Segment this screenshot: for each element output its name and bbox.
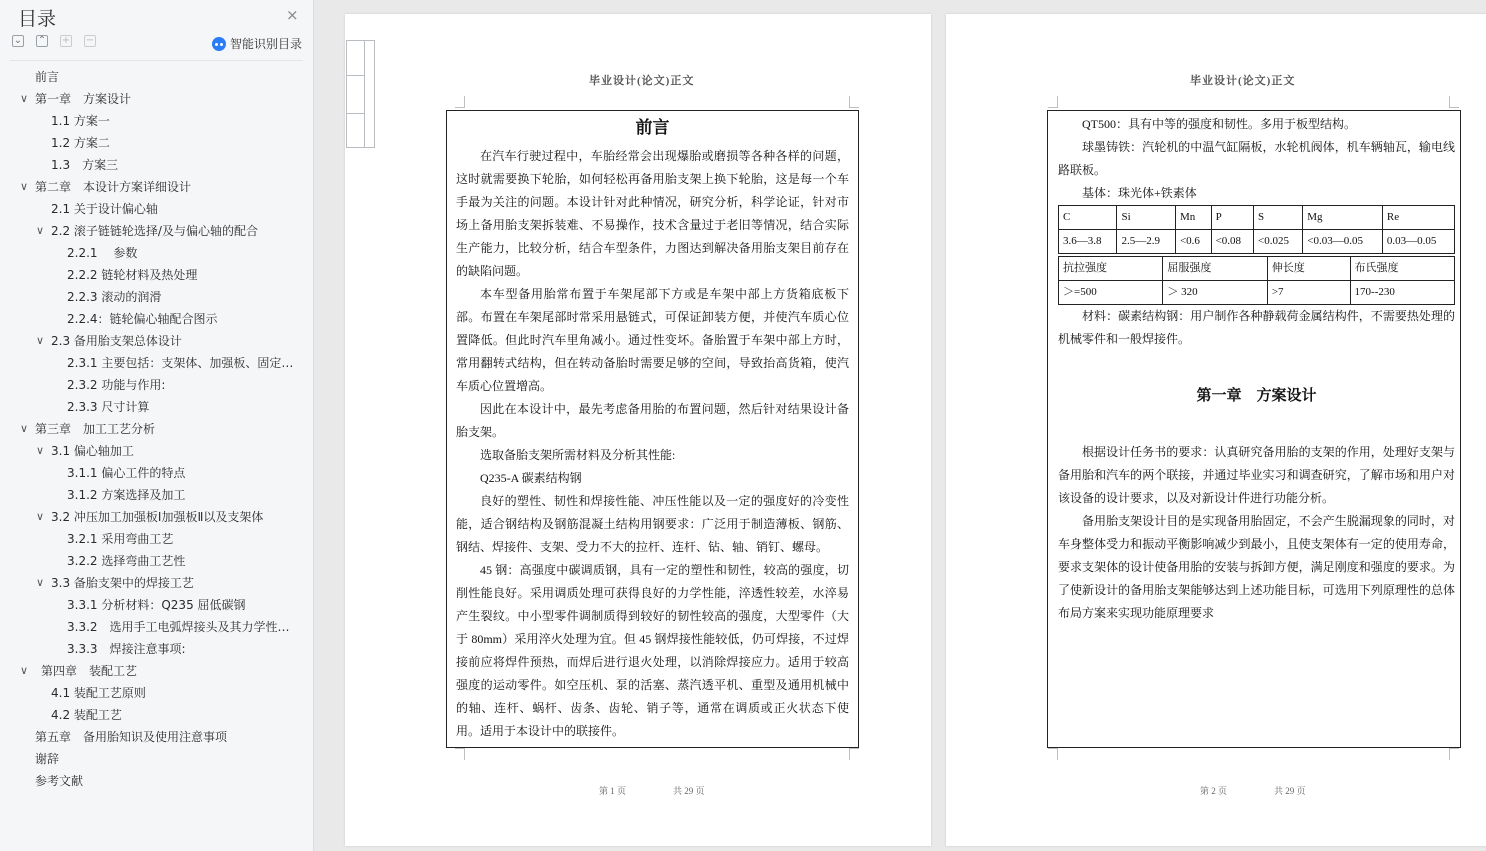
toc-item[interactable] [0, 770, 306, 792]
collapse-all-icon[interactable]: ⌄ [13, 35, 23, 46]
toc-item-label: 2.3.1 主要包括：支架体、加强板、固定… [67, 356, 294, 370]
chevron-down-icon[interactable]: ∨ [35, 510, 45, 523]
toc-item-label: 前言 [35, 70, 60, 84]
toc-item-label: 第四章 装配工艺 [41, 664, 138, 678]
toc-item[interactable] [0, 462, 306, 484]
toc-item[interactable] [0, 704, 306, 726]
toc-item-label: 3.3.1 分析材料：Q235 屈低碳钢 [67, 598, 246, 612]
material-paragraph: 材料：碳素结构钢：用户制作各种静载荷金属结构件，不需要热处理的机械零件和一般焊接件。 [1058, 309, 1455, 346]
toc-item[interactable] [0, 638, 306, 660]
close-icon[interactable]: × [286, 6, 299, 24]
chapter-title: 第一章 方案设计 [1196, 388, 1317, 404]
body-paragraph: Q235-A 碳素结构钢 [480, 471, 582, 485]
toc-item-label: 第三章 加工工艺分析 [35, 422, 156, 436]
toc-item-label: 2.2 滚子链链轮选择/及与偏心轴的配合 [51, 224, 258, 238]
toc-item[interactable] [0, 506, 306, 528]
page-number: 第 1 页 [599, 786, 627, 796]
toc-item-label: 2.3.2 功能与作用: [67, 378, 166, 392]
table-cell: 3.6—3.8 [1059, 230, 1117, 254]
chevron-down-icon[interactable]: ∨ [35, 444, 45, 457]
toc-item-label: 1.3 方案三 [51, 158, 119, 172]
document-page-2 [946, 14, 1486, 846]
toc-item-label: 3.3.3 焊接注意事项: [67, 642, 186, 656]
smart-toc-label: 智能识别目录 [230, 37, 303, 51]
table-cell: P [1211, 206, 1253, 230]
table-cell: 布氏强度 [1350, 257, 1454, 281]
toc-item[interactable] [0, 176, 306, 198]
table-cell: 屈服强度 [1163, 257, 1267, 281]
toc-item-label: 2.1 关于设计偏心轴 [51, 202, 158, 216]
body-paragraph: 在汽车行驶过程中，车胎经常会出现爆胎或磨损等各种各样的问题，这时就需要换下轮胎，如何轻松再备用胎支架上换下轮胎，这是每一个车手最为关注的问题。本设计针对此种情况，研究分析，科学论证，针对市场上备用胎支架拆装难、不易操作，技术含量过于老旧等情况，结合实际生产能力，比较分析，结合车型条件，力图达到解决备用胎支架目前存在的缺陷问题。 [456, 149, 849, 278]
chevron-down-icon[interactable]: ∨ [19, 92, 29, 105]
table-cell: S [1254, 206, 1303, 230]
toc-item[interactable] [0, 418, 306, 440]
smart-toc-button[interactable] [212, 35, 302, 52]
body-paragraph: 球墨铸铁：汽轮机的中温气缸隔板，水轮机阀体，机车辆轴瓦，输电线路联板。 [1058, 140, 1455, 177]
toc-item[interactable] [0, 352, 306, 374]
toc-item[interactable] [0, 660, 306, 682]
toc-item-label: 3.2.1 采用弯曲工艺 [67, 532, 174, 546]
toc-item-label: 3.1.1 偏心工件的特点 [67, 466, 186, 480]
toc-sidebar [0, 0, 314, 851]
body-paragraph: 良好的塑性、韧性和焊接性能、冲压性能以及一定的强度好的冷变性能，适合钢结构及钢筋混凝土结构用钢要求：广泛用于制造薄板、钢筋、钢结、焊接件、支架、受力不大的拉杆、连杆、钻、轴、销钉、螺母。 [456, 494, 849, 554]
table-cell: <0.03—0.05 [1303, 230, 1383, 254]
toc-item-label: 3.1 偏心轴加工 [51, 444, 134, 458]
toc-item[interactable] [0, 154, 306, 176]
crop-mark [1449, 96, 1459, 108]
toc-item-label: 第一章 方案设计 [35, 92, 132, 106]
table-cell: 0.03—0.05 [1382, 230, 1454, 254]
toc-item[interactable] [0, 198, 306, 220]
toc-item[interactable] [0, 682, 306, 704]
toc-item[interactable] [0, 242, 306, 264]
body-paragraph: 本车型备用胎常布置于车架尾部下方或是车架中部上方货箱底板下部。布置在车架尾部时常采用悬链式，可保证卸装方便，并使汽车质心位置降低。但此时汽车里角减小。通过性变坏。备胎置于车架中部上方时，常用翻转式结构，但在转动备胎时需要足够的空间，导致抬高货箱，使汽车质心位置增高。 [456, 287, 849, 393]
toc-item[interactable] [0, 132, 306, 154]
body-paragraph: 基体：珠光体+铁素体 [1082, 186, 1197, 200]
table-cell: Mn [1175, 206, 1211, 230]
toc-item[interactable] [0, 440, 306, 462]
toc-item-label: 2.2.3 滚动的润滑 [67, 290, 162, 304]
table-cell: 2.5—2.9 [1117, 230, 1175, 254]
toc-item-label: 1.2 方案二 [51, 136, 110, 150]
toc-item-label: 3.1.2 方案选择及加工 [67, 488, 186, 502]
crop-mark [849, 96, 859, 108]
page-body [1058, 113, 1455, 625]
toc-item-label: 3.3.2 选用手工电弧焊接头及其力学性… [67, 620, 290, 634]
table-cell: Si [1117, 206, 1175, 230]
chevron-down-icon[interactable]: ∨ [19, 180, 29, 193]
crop-mark [849, 748, 859, 760]
crop-mark [1449, 748, 1459, 760]
crop-mark [1048, 96, 1058, 108]
body-paragraph: 根据设计任务书的要求：认真研究备用胎的支架的作用，处理好支架与备用胎和汽车的两个联接，并通过毕业实习和调查研究，了解市场和用户对该设备的设计要求，以及对新设计件进行功能分析。 [1058, 445, 1455, 505]
page-header: 毕业设计(论文)正文 [589, 75, 695, 87]
table-cell: Mg [1303, 206, 1383, 230]
table-cell: >7 [1267, 281, 1350, 305]
toc-item[interactable] [0, 594, 306, 616]
table-cell: ＞=500 [1059, 281, 1163, 305]
body-paragraph: 备用胎支架设计目的是实现备用胎固定，不会产生脱漏现象的同时，对车身整体受力和振动平衡影响减少到最小，且使支架体有一定的使用寿命，要求支架体的设计使备用胎的安装与拆卸方便，满足刚度和强度的要求。为了使新设计的备用胎支架能够达到上述功能目标，可选用下列原理性的总体布局方案来实现功能原理要求 [1058, 514, 1455, 620]
crop-mark [1048, 748, 1058, 760]
body-paragraph: 45 钢：高强度中碳调质钢，具有一定的塑性和韧性，较高的强度，切削性能良好。采用调质处理可获得良好的力学性能，淬透性较差，水淬易产生裂纹。中小型零件调制质得到较好的韧性较高的强度，大型零件（大于 80mm）采用淬火处理为宜。但 45 钢焊接性能较低，仍可焊接，不过焊接前应将焊件预热，而焊后进行退火处理，以消除焊接应力。适用于较高强度的运动零件。如空压机、泵的活塞、蒸汽透平机、重型及通用机械中的轴、连杆、蜗杆、齿条、齿轮、销子等，通常在调质或正火状态下使用。适用于本设计中的联接件。 [456, 563, 849, 738]
toc-item-label: 4.2 装配工艺 [51, 708, 122, 722]
toc-item[interactable] [0, 330, 306, 352]
add-heading-icon[interactable]: + [61, 35, 71, 46]
composition-table [1058, 205, 1455, 254]
toc-item-label: 2.2.4：链轮偏心轴配合图示 [67, 312, 218, 326]
divider [10, 60, 303, 61]
toc-item-label: 3.2.2 选择弯曲工艺性 [67, 554, 186, 568]
toc-item-label: 参考文献 [35, 774, 84, 788]
toc-item-label: 谢辞 [35, 752, 60, 766]
toc-item[interactable] [0, 396, 306, 418]
toc-item[interactable] [0, 616, 306, 638]
toc-item[interactable] [0, 66, 306, 88]
page-body [456, 111, 849, 743]
body-paragraph: QT500：具有中等的强度和韧性。多用于板型结构。 [1082, 117, 1356, 131]
table-cell: 170--230 [1350, 281, 1454, 305]
ai-icon [212, 37, 226, 51]
table-cell: <0.08 [1211, 230, 1253, 254]
table-cell: Re [1382, 206, 1454, 230]
toc-item[interactable] [0, 308, 306, 330]
sidebar-title: 目录 [18, 8, 57, 30]
toc-item[interactable] [0, 572, 306, 594]
text-frame [446, 110, 859, 748]
chevron-down-icon[interactable]: ∨ [19, 664, 29, 677]
toc-item-label: 2.3.3 尺寸计算 [67, 400, 150, 414]
toc-item[interactable] [0, 374, 306, 396]
expand-all-icon[interactable]: ⌃ [37, 35, 47, 46]
section-heading: 前言 [635, 118, 670, 137]
chevron-down-icon[interactable]: ∨ [35, 576, 45, 589]
page-total: 共 29 页 [1274, 786, 1306, 796]
chevron-down-icon[interactable]: ∨ [19, 422, 29, 435]
toc-item[interactable] [0, 88, 306, 110]
body-paragraph: 选取备胎支架所需材料及分析其性能: [480, 448, 676, 462]
toc-item-label: 2.2.1 参数 [67, 246, 138, 260]
toc-item-label: 2.2.2 链轮材料及热处理 [67, 268, 198, 282]
toc-item[interactable] [0, 748, 306, 770]
toc-item-label: 1.1 方案一 [51, 114, 110, 128]
crop-mark [455, 748, 465, 760]
document-page-1 [345, 14, 931, 846]
toc-item-label: 2.3 备用胎支架总体设计 [51, 334, 182, 348]
table-cell: 伸长度 [1267, 257, 1350, 281]
toc-item-label: 第五章 备用胎知识及使用注意事项 [35, 730, 228, 744]
text-frame [1047, 110, 1461, 748]
page-thumbnail-ruler[interactable] [346, 40, 375, 148]
body-paragraph: 因此在本设计中，最先考虑备用胎的布置问题，然后针对结果设计备胎支架。 [456, 402, 849, 439]
toc-item[interactable] [0, 550, 306, 572]
toc-item-label: 第二章 本设计方案详细设计 [35, 180, 192, 194]
toc-item-label: 4.1 装配工艺原则 [51, 686, 146, 700]
table-cell: 抗拉强度 [1059, 257, 1163, 281]
remove-heading-icon[interactable]: − [85, 35, 95, 46]
crop-mark [455, 96, 465, 108]
table-cell: <0.6 [1175, 230, 1211, 254]
toc-item[interactable] [0, 220, 306, 242]
page-total: 共 29 页 [673, 786, 705, 796]
toc-item[interactable] [0, 484, 306, 506]
toc-item[interactable] [0, 528, 306, 550]
toc-item-label: 3.3 备胎支架中的焊接工艺 [51, 576, 194, 590]
toc-item[interactable] [0, 110, 306, 132]
page-number: 第 2 页 [1200, 786, 1228, 796]
toc-list [0, 66, 306, 792]
toc-item[interactable] [0, 264, 306, 286]
toc-item[interactable] [0, 726, 306, 748]
properties-table [1058, 256, 1455, 305]
table-cell: ＞ 320 [1163, 281, 1267, 305]
toc-item[interactable] [0, 286, 306, 308]
toc-item-label: 3.2 冲压加工加强板Ⅰ加强板Ⅱ以及支架体 [51, 510, 264, 524]
table-cell: C [1059, 206, 1117, 230]
chevron-down-icon[interactable]: ∨ [35, 334, 45, 347]
page-header: 毕业设计(论文)正文 [1190, 75, 1296, 87]
chevron-down-icon[interactable]: ∨ [35, 224, 45, 237]
table-cell: <0.025 [1254, 230, 1303, 254]
